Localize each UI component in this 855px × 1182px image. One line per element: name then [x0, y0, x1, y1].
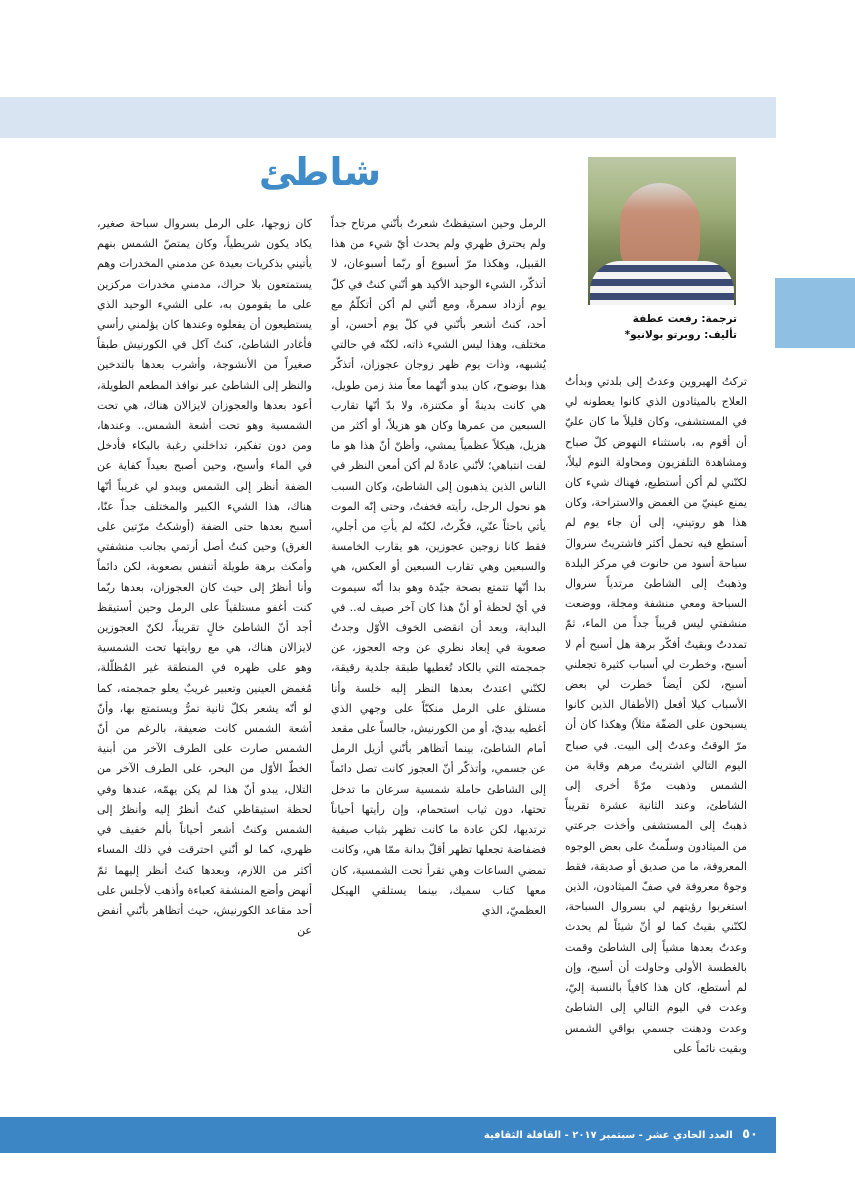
translator-credit: ترجمة: رفعت عطفة — [632, 313, 737, 325]
author-shirt — [590, 261, 734, 305]
side-tab — [775, 278, 855, 348]
text-column-right: تركتُ الهيروين وعدتُ إلى بلدتي وبدأتُ العلاج بالميثادون الذي كانوا يعطونه لي في المستشفى، وكان قليلاً ما كان عليّ أن أقوم به، باستثناء النهوض كلّ صباح ومشاهدة التلفزيون ومحاولة النوم ليلاً، لكنّني لم أكن أستطيع، فهناك شيء كان يمنع عينيّ من الغمض والاستراحة، وكان هذا هو روتيني، إلى أن جاء يوم لم أستطع فيه تحمل أكثر فاشتريتُ سروالَ سباحة أسود من حانوت في مركز البلدة وذهبتُ إلى الشاطئ مرتدياً سروال السباحة ومعي منشفة ومجلة، ووضعت منشفتي ليس قريباً جداً من الماء، ثمّ تمددتُ وبقيتُ أفكّر برهة هل أسبح أم لا أسبح، وخطرت لي أسباب كثيرة تجعلني أسبح، لكن أيضاً خطرت لي بعض الأسباب كيلا أفعل (الأطفال الذين كانوا يسبحون على الضفّة مثلاً) وهكذا كان أن مرّ الوقتُ وعدتُ إلى البيت. في صباح اليوم التالي اشتريتُ مرهم وقاية من الشمس وذهبت مرّةً أخرى إلى الشاطئ، وعند الثانية عشرة تقريباً ذهبتُ إلى المستشفى وأخذت جرعتي من الميثادون وسلّمتُ على بعض الوجوه المعروفة، ما من صديق أو صديقة، فقط وجوهٌ معروفة في صفّ الميثادون، الذين استغربوا رؤيتهم لي بسروال السباحة، لكنّني بقيتُ كما لو أنّ شيئاً لم يحدث وعدتُ بعدها مشياً إلى الشاطئ وقمت بالغطسة الأولى وحاولت أن أسبح، وإن لم أستطع، كان هذا كافياً بالنسبة إليّ، وعدت في اليوم التالي إلى الشاطئ وعدت ودهنت جسمي بواقي الشمس وبقيت نائماً على — [565, 375, 747, 1055]
article-title: شاطئ — [258, 150, 382, 194]
text-column-left: كان زوجها، على الرمل بسروال سباحة صغير، يكاد يكون شريطياً، وكان يمتصّ الشمس بنهم يأتيني بذكريات بعيدة عن مدمني المخدرات وهم يستمتعون بلا حراك، مدمني مخدرات مركزين على ما يقومون به، على الشيء الوحيد الذي يستطيعون أن يفعلوه وعندها كان يؤلمني رأسي فأغادر الشاطئ، كنتُ آكل في الكورنيش طبقاً صغيراً من الأنشوجة، وأشرب بعدها بالتدخين والنظر إلى الشاطئ عبر نوافذ المطعم الطويلة، أعود بعدها والعجوزان لايزالان هناك، هي تحت الشمسية وهو تحت أشعة الشمس.. وعندها، ومن دون تفكير، تداخلني رغبة بالبكاء فأدخل في الماء وأسبح، وحين أصبح بعيداً كفاية عن الضفة أنظر إلى الشمس ويبدو لي غريباً أنّها هناك، هذا الشيء الكبير والمختلف جداً عنّا، أسبح بعدها حتى الضفة (أوشكتُ مرّتين على الغرق) وحين كنتُ أصل أرتمي بجانب منشفتي وأمكث برهة طويلة أتنفس بصعوبة، لكن دائماً وأنا أنظرُ إلى حيث كان العجوزان، بعدها ربّما كنت أغفو مستلقياً على الرمل وحين أستيقظ أجد أنّ الشاطئ خالٍ تقريباً، لكنّ العجوزين لايزالان هناك، هي مع روايتها تحت الشمسية وهو على ظهره في المنطقة غير المُظلّلة، مُغمض العينين وتعبير غريبٌ يعلو جمجمته، كما لو أنّه يشعر بكلّ ثانية تمرُّ ويستمتع بها، وأنّ أشعة الشمس كانت ضعيفة، بالرغم من أنّ الشمس صارت على الطرف الآخر من أبنية الخطّ الأوّل من البحر، على الطرف الآخر من التلال، يبدو أنّ هذا لم يكن يهمّه، عندها وفي لحظة استيقاظي كنتُ أنظرُ إليه وأنظرُ إلى الشمس وكنتُ أشعر أحياناً بألم خفيف في ظهري، كما لو أنّني احترقت في ذلك المساء أكثر من اللازم، وبعدها كنتُ أنظر إليهما ثمّ أنهض وأضع المنشفة كعباءة وأذهب لأجلس على أحد مقاعد الكورنيش، حيث أتظاهر بأنّني أنفض عن — [97, 217, 312, 938]
page-number: ٥٠ — [742, 1127, 758, 1142]
author-photo — [588, 157, 736, 305]
top-decorative-band — [0, 97, 776, 138]
article-credits — [585, 311, 737, 343]
issue-info: العدد الحادي عشر - سبتمبر ٢٠١٧ - — [564, 1130, 733, 1141]
text-column-middle: الرمل وحين استيقظتُ شعرتُ بأنّني مرتاح جداً ولم يحترق ظهري ولم يحدث أيّ شيء من هذا القبيل، وهكذا مرّ أسبوع أو ربّما أسبوعان، لا أتذكّر، الشيء الوحيد الأكيد هو أنّني كنتُ في كلّ يوم أزداد سمرةً، ومع أنّني لم أكن أتكلّمُ مع أحد، كنتُ أشعر بأنّني في كلّ يوم أحسن، أو مختلف، وهذا ليس الشيء ذاته، لكنّه في حالتي يُشبهه، وذات يوم ظهر زوجان عجوزان، أتذكّر هذا بوضوح، كان يبدو أنّهما معاً منذ زمن طويل، هي كانت بدينةً أو مكتنزة، ولا بدّ أنّها تقارب السبعين من عمرها وكان هو هزيلاً، أو أكثر من هزيل، هيكلاً عظمياً يمشي، وأظنّ أنّ هذا هو ما لفت انتباهي؛ لأنّني عادةً لم أكن أمعن النظر في الناس الذين يذهبون إلى الشاطئ، وكان السبب هو نحول الرجل، رأيته فخفتُ، وحتى إنّه الموت يأتي باحثاً عنّي، فكّرتُ، لكنّه لم يأتِ من أجلي، فقط كانا زوجين عجوزين، هو يقارب الخامسة والسبعين وهي تقارب السبعين أو العكس، هي بدا أنّها تتمتع بصحة جيّدة وهو بدا أنّه سيموت في أيّ لحظة أو أنّ هذا كان آخر صيف له.. في البداية، وبعد أن انقضى الخوف الأوّل وجدتُ صعوبة في إبعاد نظري عن وجه العجوز، عن جمجمته التي بالكاد تُغطيها طبقة جلدية رقيقة، لكنّني اعتدتُ بعدها النظر إليه خلسة وأنا مستلق على الرمل منكبّاً على وجهي الذي أغطيه بيديّ، أو من الكورنيش، جالساً على مقعد أمام الشاطئ، بينما أتظاهر بأنّني أزيل الرمل عن جسمي، وأتذكّر أنّ العجوز كانت تصل دائماً إلى الشاطئ حاملة شمسية سرعان ما تدخل تحتها، دون ثياب استحمام، وإن رأيتها أحياناً ترتديها، لكن عادة ما كانت تظهر بثياب صيفية فضفاضة تجعلها تظهر أقلّ بدانة ممّا هي، وكانت تمضي الساعات وهي تقرأ تحت الشمسية، كان معها كتاب سميك، بينما يستلقي الهيكل العظميّ، الذي — [331, 217, 546, 917]
author-credit: تأليف: روبرتو بولانيو* — [624, 329, 737, 341]
footer-text — [484, 1127, 758, 1142]
page-footer — [0, 1117, 776, 1153]
magazine-name: القافلة الثقافية — [483, 1130, 562, 1141]
